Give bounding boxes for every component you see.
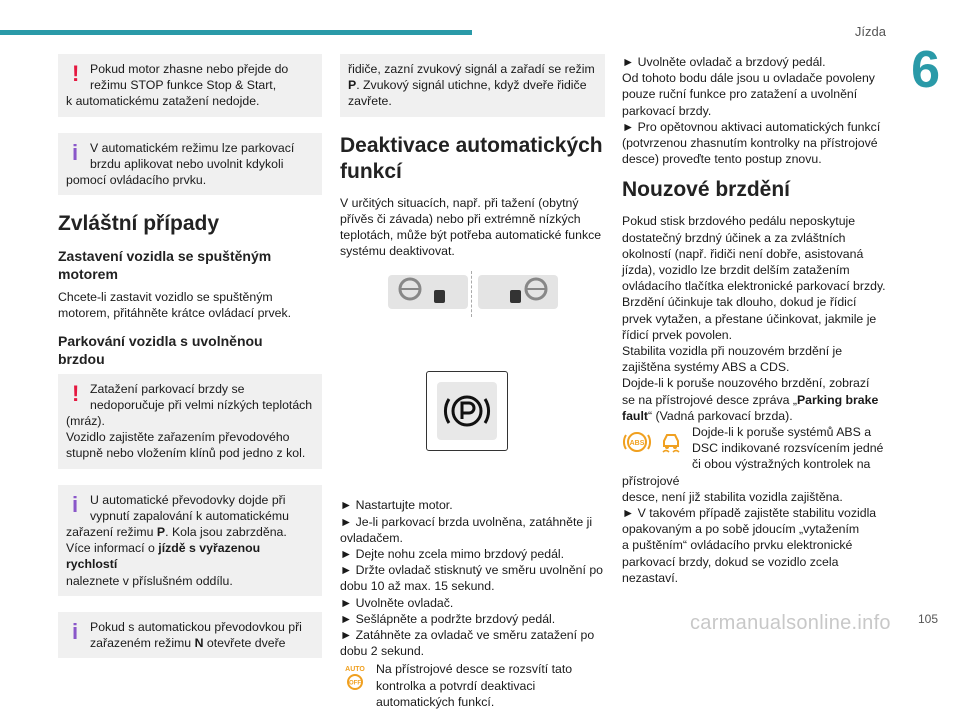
step: ► Dejte nohu zcela mimo brzdový pedál. — [340, 547, 565, 562]
text-line: dostatečný brzdný účinek a za zvláštních — [622, 230, 846, 245]
box-text: Zatažení parkovací brzdy se — [90, 381, 245, 396]
abs-lamp-icon — [622, 427, 652, 457]
text-line: Chcete-li zastavit vozidlo se spuštěným — [58, 290, 273, 305]
box-text: Vozidlo zajistěte zařazením převodového — [66, 430, 290, 445]
section-title: Jízda — [854, 24, 886, 39]
box-text: zavřete. — [348, 94, 392, 109]
text-line: Stabilita vozidla při nouzovém brzdění je — [622, 344, 843, 359]
text-line: systému deaktivovat. — [340, 244, 455, 259]
text-line: parkovací brzdy. — [622, 103, 712, 118]
warning-box — [58, 374, 322, 469]
gear-mode: N — [194, 636, 204, 651]
paragraph — [622, 213, 890, 424]
text-line: prvek vytažen, a přestane účinkovat, jakmile je — [622, 311, 877, 326]
column-1 — [58, 54, 322, 674]
section-heading — [340, 133, 605, 185]
text-line — [622, 392, 890, 408]
step: ► V takovém případě zajistěte stabilitu vozidla — [622, 506, 877, 521]
text-line: DSC indikované rozsvícením jedné — [692, 441, 884, 456]
section-heading: Nouzové brzdění — [622, 178, 791, 202]
text-run: zařazeném režimu — [90, 636, 192, 651]
step: dobu 2 sekund. — [340, 644, 425, 659]
text-line: Od tohoto bodu dále jsou u ovladače povoleny — [622, 71, 875, 86]
lamp-label: AUTO — [345, 666, 365, 674]
text-run: se na přístrojové desce zpráva „ — [622, 392, 797, 407]
steering-card-left — [388, 275, 468, 309]
lamp-label: ABS — [629, 440, 645, 448]
text-line: kontrolka a potvrdí deaktivaci — [376, 678, 536, 693]
text-line: zajištěna systémy ABS a CDS. — [622, 360, 790, 375]
parking-brake-illustration — [340, 267, 605, 487]
skid-lamp-icon — [656, 427, 686, 457]
exclamation-icon: ! — [72, 380, 80, 406]
abs-lamp-note — [622, 424, 890, 586]
gear-mode: P — [348, 78, 357, 93]
heading-line: Deaktivace automatických — [340, 133, 603, 157]
parking-brake-control — [426, 371, 508, 451]
text-line: opakovaným a po sobě jdoucím „vytažením — [622, 522, 860, 537]
chapter-number: 6 — [911, 41, 940, 99]
subheading — [58, 332, 322, 368]
box-text: řidiče, zazní zvukový signál a zařadí se režim — [348, 62, 595, 76]
box-text: naleznete v příslušném oddílu. — [66, 573, 233, 588]
page-number: 105 — [917, 612, 938, 626]
subheading-line: brzdou — [58, 350, 105, 367]
text-line: Brzdění účinkuje tak dlouho, dokud je řídicí — [622, 295, 857, 310]
text-line: a puštěním“ ovládacího prvku elektronické — [622, 538, 853, 553]
subheading-line: Zastavení vozidla se spuštěným — [58, 248, 272, 265]
section-heading: Zvláštní případy — [58, 212, 220, 236]
box-text: k automatickému zatažení nedojde. — [66, 94, 260, 109]
text-line: automatických funkcí. — [376, 694, 495, 709]
text-line: Dojde-li k poruše nouzového brzdění, zobrazí — [622, 376, 870, 391]
text-line: Dojde-li k poruše systémů ABS a — [692, 425, 872, 440]
text-line: ovládacího tlačítka elektronické parkovací brzdy. — [622, 279, 886, 294]
message-text: Parking brake — [796, 392, 879, 407]
box-text: vypnutí zapalování k automatickému — [90, 508, 289, 523]
step: ► Je-li parkovací brzda uvolněna, zatáhněte ji — [340, 514, 593, 529]
text-line: parkovací brzdy, dokud se vozidlo zcela — [622, 554, 839, 569]
text-line: Na přístrojové desce se rozsvítí tato — [376, 662, 573, 677]
text-run: Více informací o — [66, 541, 155, 556]
text-line: teplotách, může být potřeba automatické funkce — [340, 228, 602, 243]
text-run: . Zvukový signál utichne, když dveře řidiče — [356, 78, 587, 93]
column-2 — [340, 54, 605, 710]
step: ► Uvolněte ovladač a brzdový pedál. — [622, 55, 826, 69]
box-text: (mráz). — [66, 414, 105, 429]
exclamation-icon: ! — [72, 61, 80, 86]
text-line: motorem, přitáhněte krátce ovládací prvek. — [58, 306, 292, 321]
lamp-label: OFF — [349, 680, 361, 687]
heading-line: funkcí — [340, 159, 402, 183]
lamp-note — [340, 661, 605, 710]
text-line: nezastaví. — [622, 570, 679, 585]
cross-reference: jízdě s vyřazenou rychlostí — [66, 541, 261, 572]
box-text — [66, 540, 314, 572]
text-line — [622, 408, 890, 424]
text-line: jízda), vozidlo lze brzdit delším zatažením — [622, 263, 850, 278]
info-box-continued — [340, 54, 605, 117]
text-line: řídicí prvek povolen. — [622, 327, 733, 342]
subheading-line: Parkování vozidla s uvolněnou — [58, 332, 263, 349]
box-text: Pokud s automatickou převodovkou při — [90, 619, 302, 634]
text-line: okolností (např. řidiči není dobře, asistovaná — [622, 246, 864, 261]
steering-wheel-icon — [478, 275, 558, 309]
text-line: (potvrzenou zhasnutím kontrolky na přístrojové — [622, 136, 878, 151]
info-box — [58, 612, 322, 658]
lamp-icons — [340, 663, 370, 693]
info-icon: i — [72, 618, 79, 644]
text-line: přívěs či závada) nebo při extrémně nízkých — [340, 211, 581, 226]
column-3 — [622, 54, 890, 586]
steering-wheel-icon — [388, 275, 468, 309]
subheading — [58, 247, 322, 283]
warning-box — [58, 54, 322, 117]
watermark: carmanualsonline.info — [690, 612, 891, 634]
info-box — [58, 485, 322, 596]
step: ► Držte ovladač stisknutý ve směru uvolnění po — [340, 563, 604, 578]
box-text — [348, 77, 597, 93]
text-run: zařazení režimu — [66, 525, 154, 540]
box-text: režimu STOP funkce Stop & Start, — [90, 78, 277, 93]
text-run: . Kola jsou zabrzděna. — [165, 525, 287, 540]
text-run: “ (Vadná parkovací brzda). — [647, 408, 793, 423]
paragraph — [340, 195, 605, 260]
subheading-line: motorem — [58, 266, 118, 283]
text-line: desce, není již stabilita vozidla zajištěna. — [622, 489, 843, 504]
parking-brake-button-face — [437, 382, 497, 440]
info-icon: i — [72, 491, 79, 517]
lamp-icons — [622, 427, 686, 457]
divider-line — [471, 271, 472, 317]
gear-mode: P — [156, 525, 166, 540]
step: ► Uvolněte ovladač. — [340, 595, 454, 610]
auto-off-lamp-icon — [340, 663, 370, 693]
text-line: pouze ruční funkce pro zatažení a uvolnění — [622, 87, 858, 102]
steering-card-right — [478, 275, 558, 309]
box-text: brzdu aplikovat nebo uvolnit kdykoli — [90, 156, 284, 171]
parking-brake-icon — [437, 382, 497, 440]
box-text — [66, 524, 314, 540]
steps-list — [340, 497, 605, 659]
box-text: U automatické převodovky dojde při — [90, 492, 286, 507]
steps-list — [622, 54, 890, 167]
header-accent-bar — [0, 30, 472, 35]
step: dobu 10 až max. 15 sekund. — [340, 579, 495, 594]
step: ► Nastartujte motor. — [340, 498, 453, 513]
step: ► Pro opětovnou aktivaci automatických funkcí — [622, 119, 881, 134]
message-text: fault — [622, 408, 648, 423]
box-text: Pokud motor zhasne nebo přejde do — [90, 62, 289, 76]
box-text: pomocí ovládacího prvku. — [66, 173, 207, 188]
info-box — [58, 133, 322, 196]
box-text: stupně nebo vložením klínů pod jedno z kol. — [66, 446, 306, 461]
text-line: či obou výstražných kontrolek na přístrojové — [622, 457, 871, 488]
text-line: V určitých situacích, např. při tažení (obytný — [340, 195, 579, 210]
box-text: nedoporučuje při velmi nízkých teplotách — [90, 397, 313, 412]
step: ► Zatáhněte za ovladač ve směru zatažení po — [340, 628, 595, 643]
box-text — [66, 635, 314, 651]
step: ► Sešlápněte a podržte brzdový pedál. — [340, 611, 556, 626]
text-run: otevřete dveře — [206, 636, 286, 651]
info-icon: i — [72, 139, 79, 165]
box-text: V automatickém režimu lze parkovací — [90, 140, 295, 155]
step: ovladačem. — [340, 530, 403, 545]
text-line: desce) proveďte tento postup znovu. — [622, 152, 822, 167]
text-line: Pokud stisk brzdového pedálu neposkytuje — [622, 214, 856, 229]
paragraph — [58, 289, 322, 321]
